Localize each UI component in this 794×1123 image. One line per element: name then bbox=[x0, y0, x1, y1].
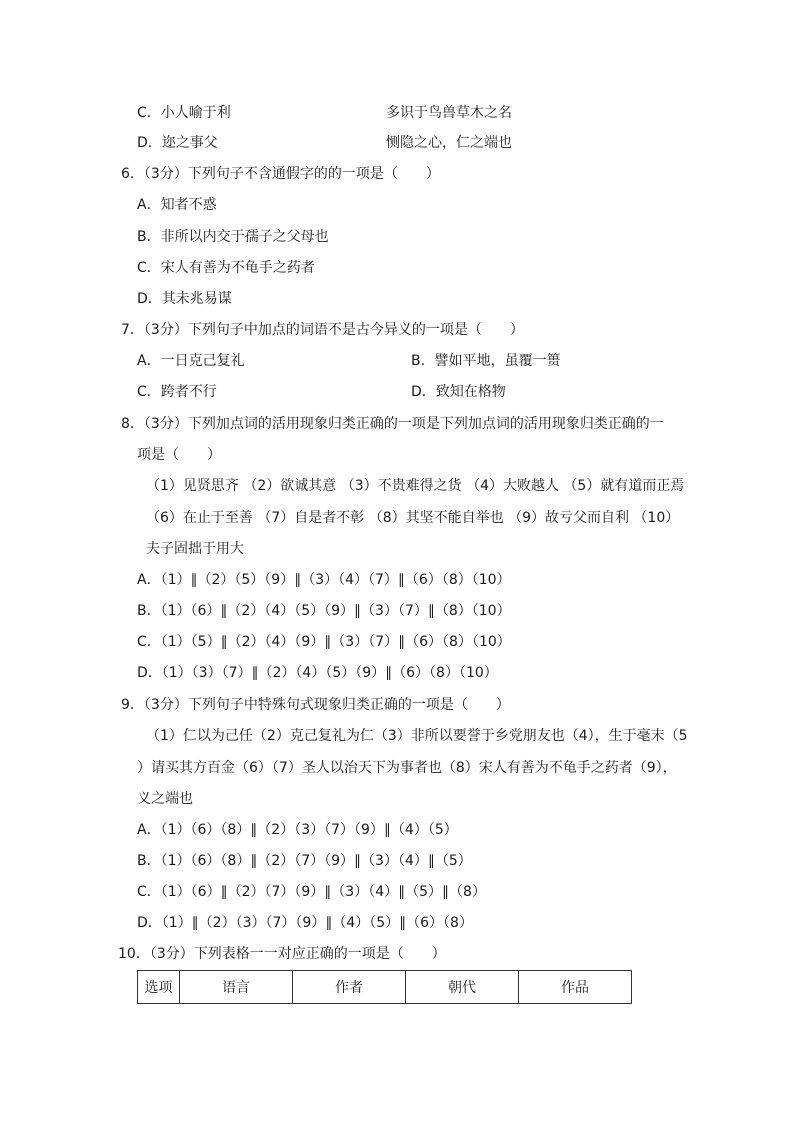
header-cell-language: 语言 bbox=[180, 971, 293, 1004]
header-cell-author: 作者 bbox=[293, 971, 406, 1004]
q6-option-c: C．宋人有善为不龟手之药者 bbox=[137, 260, 315, 276]
q8-stem-line2: 项是（ ） bbox=[137, 447, 221, 463]
table-header-row bbox=[138, 971, 632, 1004]
q5-option-c: C．小人喻于利 bbox=[137, 105, 231, 121]
q9-items-line3: 义之端也 bbox=[137, 791, 193, 807]
q8-stem-line1: 8．（3分）下列加点词的活用现象归类正确的一项是下列加点词的活用现象归类正确的一 bbox=[121, 416, 664, 432]
q6-option-b: B．非所以内交于孺子之父母也 bbox=[137, 229, 329, 245]
q10-table bbox=[137, 970, 632, 1004]
q8-items-line2: （6）在止于至善 （7）自是者不彰 （8）其坚不能自举也 （9）故亏父而自利 （10） bbox=[146, 510, 680, 526]
q7-option-a: A．一日克己复礼 bbox=[137, 353, 245, 369]
q9-items-line1: （1）仁以为己任（2）克己复礼为仁（3）非所以要誉于乡党朋友也（4），生于毫末（5 bbox=[146, 728, 688, 744]
q5-option-c-right: 多识于鸟兽草木之名 bbox=[386, 105, 512, 121]
q7-option-c: C．跨者不行 bbox=[137, 384, 217, 400]
q8-option-c: C．（1）（5）∥（2）（4）（9）∥（3）（7）∥（6）（8）（10） bbox=[137, 634, 511, 650]
q6-stem: 6．（3分）下列句子不含通假字的的一项是（ ） bbox=[121, 166, 440, 182]
header-cell-dynasty: 朝代 bbox=[406, 971, 519, 1004]
q8-option-d: D．（1）（3）（7）∥（2）（4）（5）（9）∥（6）（8）（10） bbox=[137, 665, 498, 681]
header-cell-option: 选项 bbox=[138, 971, 180, 1004]
q9-option-d: D．（1）∥（2）（3）（7）（9）∥（4）（5）∥（6）（8） bbox=[137, 915, 473, 931]
q9-stem: 9．（3分）下列句子中特殊句式现象归类正确的一项是（ ） bbox=[121, 697, 510, 713]
q8-items-line1: （1）见贤思齐 （2）欲诚其意 （3）不贵难得之货 （4）大败越人 （5）就有道而正焉 bbox=[146, 478, 685, 494]
q8-option-b: B．（1）（6）∥（2）（4）（5）（9）∥（3）（7）∥（8）（10） bbox=[137, 603, 511, 619]
q9-option-c: C．（1）（6）∥（2）（7）（9）∥（3）（4）∥（5）∥（8） bbox=[137, 884, 486, 900]
q7-stem: 7．（3分）下列句子中加点的词语不是古今异义的一项是（ ） bbox=[121, 322, 524, 338]
q10-stem: 10．（3分）下列表格一一对应正确的一项是（ ） bbox=[118, 946, 446, 962]
q9-option-a: A．（1）（6）（8）∥（2）（3）（7）（9）∥（4）（5） bbox=[137, 822, 458, 838]
q6-option-d: D．其未兆易谋 bbox=[137, 291, 232, 307]
q7-option-d: D．致知在格物 bbox=[411, 384, 506, 400]
q5-option-d: D．迩之事父 bbox=[137, 135, 218, 151]
q5-option-d-right: 恻隐之心，仁之端也 bbox=[386, 135, 512, 151]
q8-option-a: A．（1）∥（2）（5）（9）∥（3）（4）（7）∥（6）（8）（10） bbox=[137, 572, 511, 588]
q6-option-a: A．知者不惑 bbox=[137, 197, 217, 213]
q9-option-b: B．（1）（6）（8）∥（2）（7）（9）∥（3）（4）∥（5） bbox=[137, 853, 472, 869]
header-cell-work: 作品 bbox=[519, 971, 632, 1004]
q7-option-b: B．譬如平地，虽覆一篑 bbox=[411, 353, 561, 369]
q9-items-line2: ）请买其方百金（6）（7）圣人以治天下为事者也（8）宋人有善为不龟手之药者（9）， bbox=[137, 760, 677, 776]
q8-items-line3: 夫子固拙于用大 bbox=[146, 541, 244, 557]
